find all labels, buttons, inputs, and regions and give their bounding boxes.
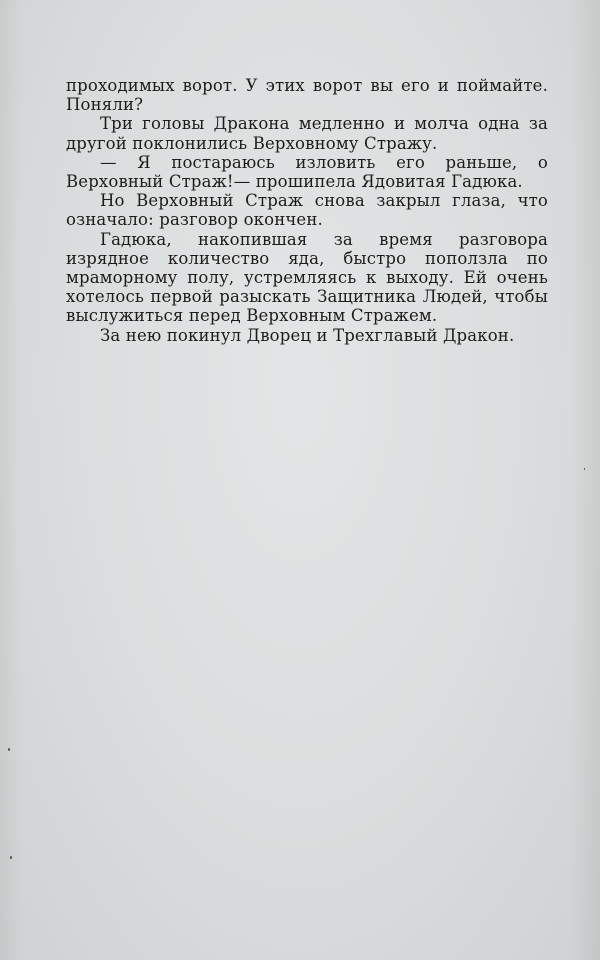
print-speck [8, 748, 10, 751]
page-shadow-left [0, 0, 22, 960]
page-shadow-right [570, 0, 600, 960]
print-speck [584, 468, 585, 470]
paragraph-guard-closes-eyes: Но Верховный Страж снова закрыл глаза, что означало: разговор окончен. [66, 191, 548, 230]
print-speck [10, 856, 12, 859]
paragraph-viper-speech: — Я постараюсь изловить его раньше, о Верховный Страж!— прошипела Ядовитая Гадюка. [66, 152, 548, 192]
paragraph-viper-leaves: Гадюка, накопившая за время разговора изрядное количество яда, быстро поползла по мраморному полу, устремляясь к выходу. Ей очень хотелось первой разыскать Защитника Людей, чтобы выслужиться перед Верховным Стражем. [66, 229, 548, 326]
paragraph-dragon-leaves: За нею покинул Дворец и Трехглавый Дракон. [100, 325, 515, 345]
paragraph-continuation: проходимых ворот. У этих ворот вы его и поймайте. Поняли? [66, 76, 548, 115]
paragraph-dragon-bow: Три головы Дракона медленно и молча одна за другой поклонились Верховному Стражу. [66, 114, 548, 153]
page-text [66, 76, 548, 345]
